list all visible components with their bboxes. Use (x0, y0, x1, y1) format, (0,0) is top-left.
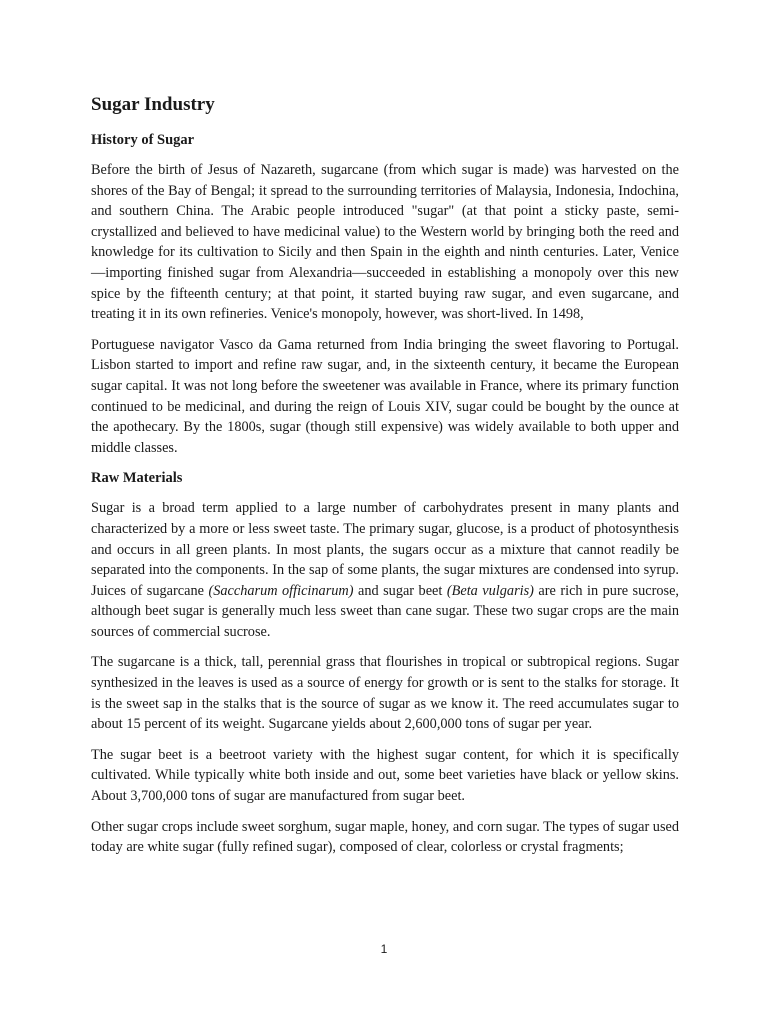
section-heading-history: History of Sugar (91, 132, 195, 148)
paragraph-raw-materials-3: The sugar beet is a beetroot variety with the highest sugar content, for which it is specifically cultivated. While typically white both inside and out, some beet varieties have black or yellow skins. About 3,700,000 tons of sugar are manufactured from sugar beet. (91, 746, 679, 805)
paragraph-raw-materials-1 (91, 498, 679, 642)
paragraph-history-2: Portuguese navigator Vasco da Gama returned from India bringing the sweet flavoring to Portugal. Lisbon started to import and refine raw sugar, and, in the sixteenth century, it became the European sugar capital. It was not long before the sweetener was available in France, where its primary function continued to be medicinal, and during the reign of Louis XIV, sugar could be bought by the ounce at the apothecary. By the 1800s, sugar (though still expensive) was widely available to both upper and middle classes. (91, 336, 679, 456)
paragraph-history-1: Before the birth of Jesus of Nazareth, sugarcane (from which sugar is made) was harvested on the shores of the Bay of Bengal; it spread to the surrounding territories of Malaysia, Indonesia, Indochina, and southern China. The Arabic people introduced "sugar" (at that point a sticky paste, semi-crystallized and believed to have medicinal value) to the Western world by bringing both the reed and knowledge for its cultivation to Sicily and then Spain in the eighth and ninth centuries. Later, Venice—importing finished sugar from Alexandria—succeeded in establishing a monopoly over this new spice by the fifteenth century; at that point, it started buying raw sugar, and even sugarcane, and treating it in its own refineries. Venice's monopoly, however, was short-lived. In 1498, (91, 162, 679, 323)
paragraph-raw-materials-2: The sugarcane is a thick, tall, perennial grass that flourishes in tropical or subtropical regions. Sugar synthesized in the leaves is used as a source of energy for growth or is sent to the stalks for storage. It is the sweet sap in the stalks that is the source of sugar as we know it. The reed accumulates sugar to about 15 percent of its weight. Sugarcane yields about 2,600,000 tons of sugar per year. (91, 654, 679, 733)
page-number: 1 (380, 942, 388, 956)
document-title: Sugar Industry (91, 94, 215, 115)
paragraph-text: and sugar beet (353, 582, 447, 599)
paragraph-text: are rich in pure sucrose, although beet sugar is generally much less sweet than cane sugar. These two sugar crops are the main sources of commercial sucrose. (91, 582, 679, 640)
scientific-name-sugar-beet: (Beta vulgaris) (446, 582, 534, 599)
paragraph-text: Sugar is a broad term applied to a large number of carbohydrates present in many plants and characterized by a more or less sweet taste. The primary sugar, glucose, is a product of photosynthesis and occurs in all green plants. In most plants, the sugars occur as a mixture that cannot readily be separated into the components. In the sap of some plants, the sugar mixtures are condensed into syrup. Juices of sugarcane (91, 500, 679, 599)
paragraph-raw-materials-4: Other sugar crops include sweet sorghum, sugar maple, honey, and corn sugar. The types of sugar used today are white sugar (fully refined sugar), composed of clear, colorless or crystal fragments; (91, 818, 679, 856)
document-page (91, 92, 679, 868)
scientific-name-sugarcane: (Saccharum officinarum) (208, 582, 354, 599)
section-heading-raw-materials: Raw Materials (91, 470, 183, 487)
